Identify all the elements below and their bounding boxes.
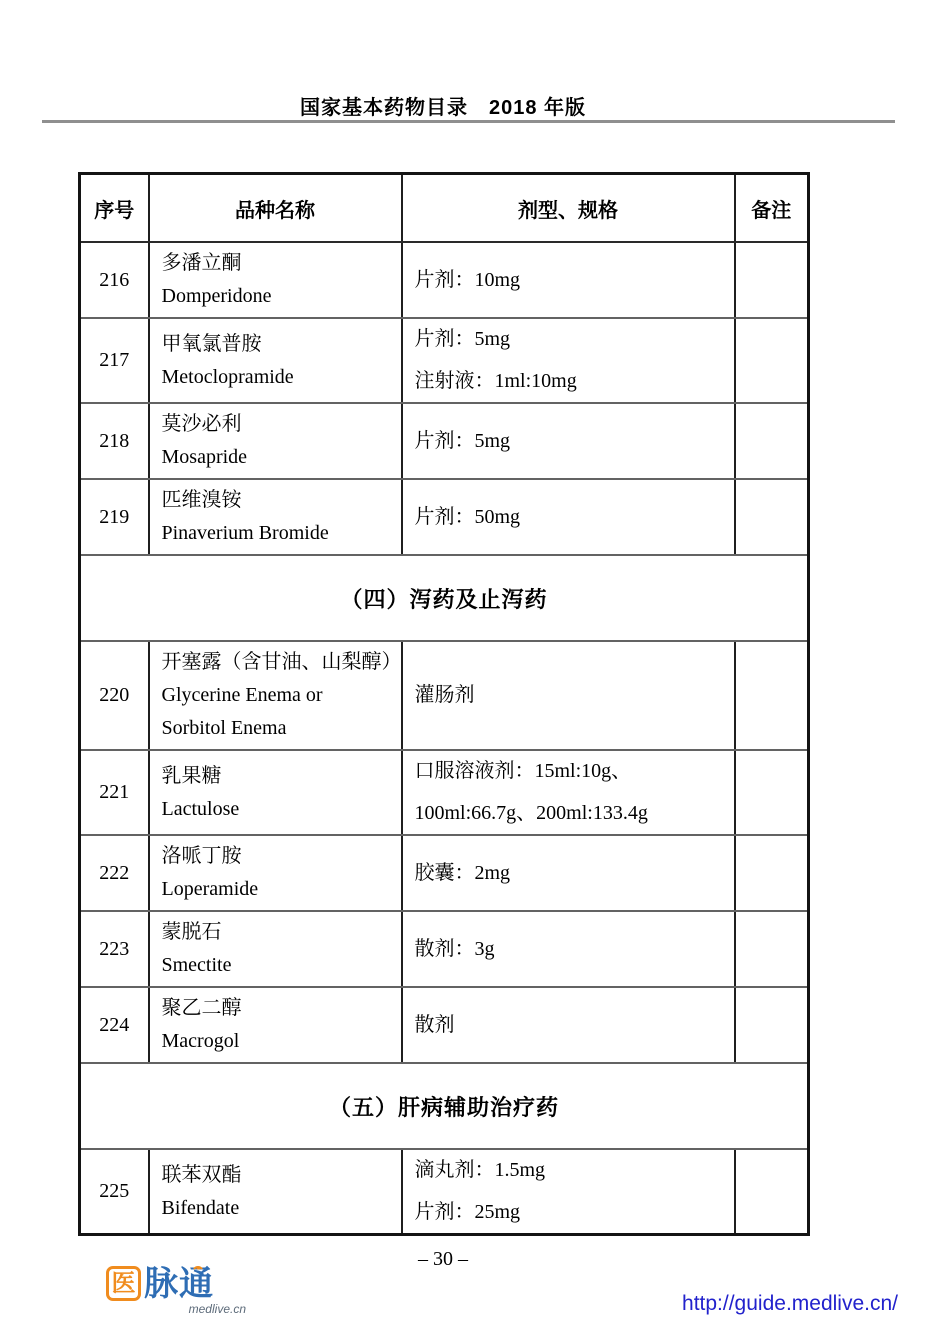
cell-line: Lactulose [161,797,240,820]
row-number-cell: 219 [80,479,149,555]
page-number: – 30 – [418,1248,468,1270]
drug-name-cell [149,750,402,835]
section-header: （五）肝病辅助治疗药 [80,1063,809,1149]
cell-line: 开塞露（含甘油、山梨醇） [161,651,402,673]
drug-name-cell [149,1149,402,1235]
row-number-cell: 224 [80,987,149,1063]
spec-cell [402,750,735,835]
spec-cell [402,835,735,911]
cell-line: 聚乙二醇 [161,997,242,1019]
section-header: （四）泻药及止泻药 [80,555,809,641]
footer-url-link[interactable]: http://guide.medlive.cn/ [682,1292,898,1315]
cell-line: Pinaverium Bromide [161,522,329,544]
cell-line: 散剂 [414,1013,455,1036]
table-row [80,987,809,1063]
table-row [80,911,809,987]
spec-cell [402,242,735,318]
drug-name-cell [149,911,402,987]
table-body [80,242,809,1235]
column-header: 备注 [735,174,809,243]
spec-cell [402,318,735,403]
spec-cell [402,403,735,479]
cell-line: 片剂：50mg [414,505,521,528]
drug-name-cell [149,479,402,555]
drug-name-cell [149,318,402,403]
row-number-cell: 218 [80,403,149,479]
column-header: 序号 [80,174,149,243]
cell-line: 胶囊：2mg [414,861,511,884]
column-header: 品种名称 [149,174,402,243]
cell-line: 片剂：5mg [414,328,511,350]
row-number-cell: 223 [80,911,149,987]
note-cell [735,242,809,318]
cell-line: 注射液：1ml:10mg [414,370,577,392]
spec-cell [402,1149,735,1235]
note-cell [735,403,809,479]
spec-cell [402,641,735,750]
note-cell [735,318,809,403]
cell-line: 滴丸剂：1.5mg [414,1159,546,1181]
cell-line: 片剂：25mg [414,1201,521,1223]
cell-line: Domperidone [161,285,272,307]
cell-line: 片剂：10mg [414,268,521,291]
medlive-logo-yi-icon: 医 [106,1266,141,1301]
cell-line: 蒙脱石 [161,921,222,943]
drug-name-cell [149,242,402,318]
cell-line: 联苯双酯 [161,1163,242,1186]
note-cell [735,750,809,835]
note-cell [735,987,809,1063]
column-header: 剂型、规格 [402,174,735,243]
note-cell [735,835,809,911]
drug-table [78,172,810,1236]
signal-icon [190,1258,206,1276]
cell-line: 洛哌丁胺 [161,845,242,867]
table-row [80,479,809,555]
drug-name-cell [149,987,402,1063]
medlive-logo-domain: medlive.cn [188,1302,246,1316]
cell-line: Smectite [161,954,232,976]
cell-line: 甲氧氯普胺 [161,332,262,355]
note-cell [735,641,809,750]
cell-line: 片剂：5mg [414,429,511,452]
cell-line: Glycerine Enema or [161,684,323,706]
medlive-logo [106,1266,246,1316]
cell-line: Mosapride [161,446,248,468]
cell-line: Metoclopramide [161,365,294,388]
table-row [80,318,809,403]
cell-line: Loperamide [161,878,259,900]
row-number-cell: 225 [80,1149,149,1235]
cell-line: Bifendate [161,1196,240,1219]
page-title: 国家基本药物目录 2018 年版 [299,97,587,119]
table-row [80,403,809,479]
table-row [80,641,809,750]
cell-line: Macrogol [161,1030,240,1052]
table-row [80,835,809,911]
table-row [80,1149,809,1235]
cell-line: 乳果糖 [161,764,222,787]
header-divider [42,120,895,123]
row-number-cell: 220 [80,641,149,750]
cell-line: 匹维溴铵 [161,489,242,511]
note-cell [735,911,809,987]
drug-name-cell [149,403,402,479]
spec-cell [402,911,735,987]
spec-cell [402,479,735,555]
row-number-cell: 222 [80,835,149,911]
drug-name-cell [149,641,402,750]
note-cell [735,1149,809,1235]
table-row [80,750,809,835]
cell-line: 100ml:66.7g、200ml:133.4g [414,802,648,824]
table-row [80,242,809,318]
cell-line: 灌肠剂 [414,684,475,706]
drug-name-cell [149,835,402,911]
cell-line: 口服溶液剂：15ml:10g、 [414,760,632,782]
cell-line: 散剂：3g [414,937,495,960]
cell-line: 莫沙必利 [161,413,242,435]
table-header-row [80,174,809,243]
note-cell [735,479,809,555]
row-number-cell: 217 [80,318,149,403]
cell-line: Sorbitol Enema [161,717,287,739]
spec-cell [402,987,735,1063]
medlive-logo-text: 脉通 [144,1264,214,1303]
row-number-cell: 221 [80,750,149,835]
section-row [80,555,809,641]
row-number-cell: 216 [80,242,149,318]
cell-line: 多潘立酮 [161,252,242,274]
section-row [80,1063,809,1149]
